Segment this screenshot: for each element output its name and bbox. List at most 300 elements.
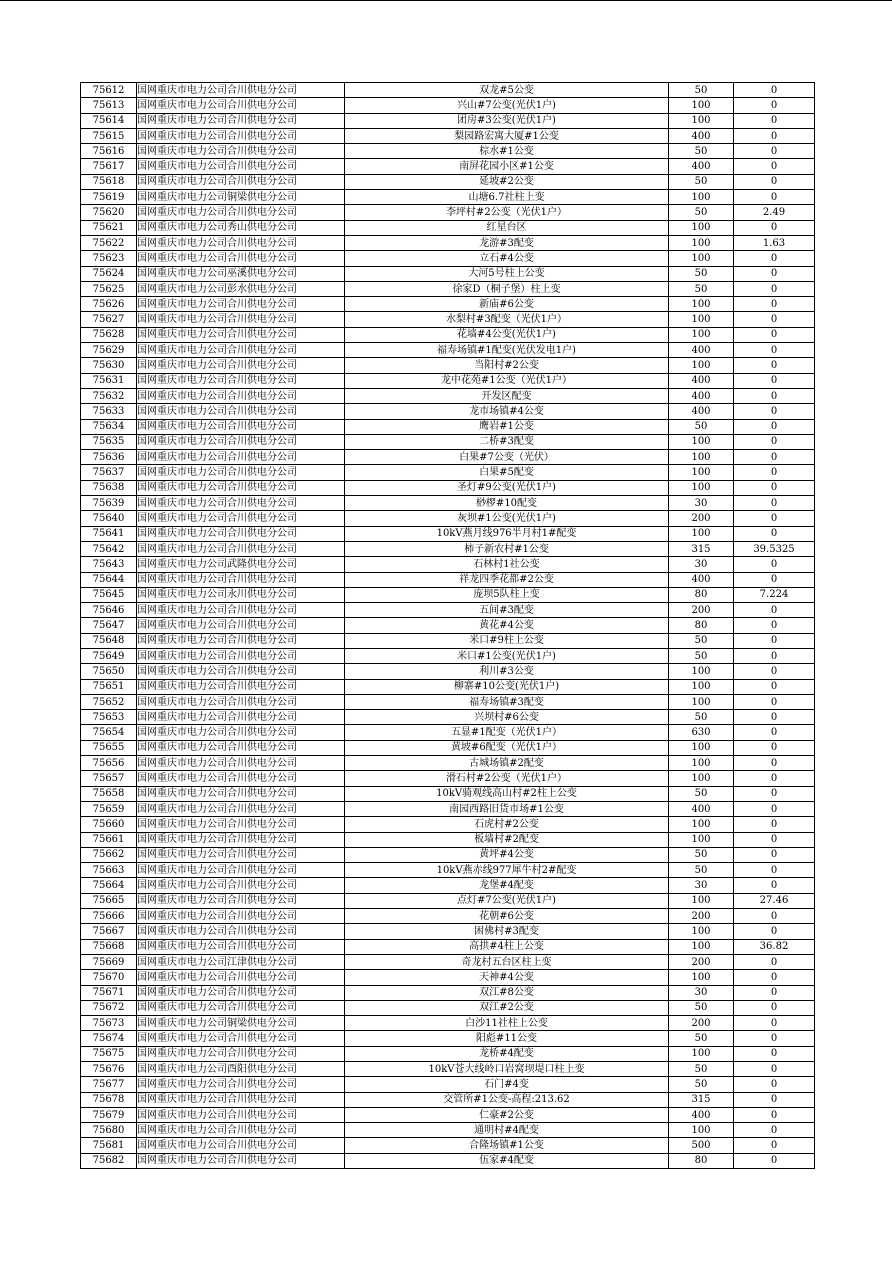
cell-value: 0 [734,863,815,878]
cell-company: 国网重庆市电力公司武隆供电分公司 [137,557,345,572]
cell-id: 75617 [81,159,137,174]
cell-capacity: 30 [669,496,734,511]
cell-station: 福寿场镇#3配变 [345,694,669,709]
cell-capacity: 100 [669,970,734,985]
table-row [81,985,815,1000]
cell-value: 0 [734,1062,815,1077]
cell-company: 国网重庆市电力公司永川供电分公司 [137,587,345,602]
table-row [81,1062,815,1077]
cell-id: 75674 [81,1031,137,1046]
cell-id: 75614 [81,113,137,128]
cell-id: 75621 [81,220,137,235]
cell-company: 国网重庆市电力公司合川供电分公司 [137,419,345,434]
table-row [81,847,815,862]
table-row [81,1092,815,1107]
cell-company: 国网重庆市电力公司合川供电分公司 [137,603,345,618]
table-row [81,343,815,358]
table-row [81,113,815,128]
table-row [81,1016,815,1031]
cell-value: 0 [734,388,815,403]
table-row [81,1138,815,1153]
cell-value: 0 [734,450,815,465]
cell-id: 75612 [81,83,137,98]
cell-id: 75672 [81,1000,137,1015]
table-row [81,266,815,281]
cell-value: 0 [734,1153,815,1168]
cell-id: 75642 [81,541,137,556]
cell-capacity: 50 [669,863,734,878]
cell-id: 75681 [81,1138,137,1153]
cell-capacity: 400 [669,373,734,388]
cell-id: 75682 [81,1153,137,1168]
cell-company: 国网重庆市电力公司合川供电分公司 [137,1000,345,1015]
table-row [81,434,815,449]
cell-company: 国网重庆市电力公司彭水供电分公司 [137,281,345,296]
cell-capacity: 50 [669,205,734,220]
cell-value: 0 [734,694,815,709]
table-row [81,511,815,526]
cell-capacity: 100 [669,664,734,679]
table-row [81,801,815,816]
cell-station: 石林村1社公变 [345,557,669,572]
cell-company: 国网重庆市电力公司合川供电分公司 [137,1138,345,1153]
cell-station: 石门#4变 [345,1077,669,1092]
cell-capacity: 100 [669,190,734,205]
cell-value: 0 [734,557,815,572]
cell-company: 国网重庆市电力公司合川供电分公司 [137,373,345,388]
cell-capacity: 100 [669,358,734,373]
cell-capacity: 100 [669,312,734,327]
cell-capacity: 80 [669,587,734,602]
cell-capacity: 30 [669,557,734,572]
cell-company: 国网重庆市电力公司合川供电分公司 [137,939,345,954]
cell-id: 75661 [81,832,137,847]
cell-capacity: 315 [669,1092,734,1107]
cell-company: 国网重庆市电力公司合川供电分公司 [137,251,345,266]
cell-company: 国网重庆市电力公司合川供电分公司 [137,312,345,327]
cell-capacity: 50 [669,633,734,648]
cell-station: 花朝#6公变 [345,909,669,924]
cell-value: 0 [734,404,815,419]
table-row [81,388,815,403]
cell-value: 0 [734,878,815,893]
cell-capacity: 400 [669,128,734,143]
cell-company: 国网重庆市电力公司合川供电分公司 [137,801,345,816]
cell-id: 75656 [81,756,137,771]
cell-value: 36.82 [734,939,815,954]
cell-capacity: 400 [669,1107,734,1122]
cell-capacity: 50 [669,266,734,281]
cell-value: 0 [734,679,815,694]
cell-value: 0 [734,511,815,526]
cell-station: 福寿场镇#1配变(光伏发电1户) [345,343,669,358]
table-row [81,312,815,327]
cell-company: 国网重庆市电力公司合川供电分公司 [137,113,345,128]
cell-company: 国网重庆市电力公司合川供电分公司 [137,893,345,908]
cell-company: 国网重庆市电力公司合川供电分公司 [137,740,345,755]
cell-company: 国网重庆市电力公司合川供电分公司 [137,725,345,740]
cell-value: 0 [734,1016,815,1031]
cell-station: 柿子新农村#1公变 [345,541,669,556]
cell-capacity: 50 [669,786,734,801]
cell-capacity: 100 [669,251,734,266]
cell-company: 国网重庆市电力公司合川供电分公司 [137,832,345,847]
cell-id: 75645 [81,587,137,602]
cell-value: 0 [734,98,815,113]
table-row [81,648,815,663]
table-row [81,1046,815,1061]
cell-company: 国网重庆市电力公司合川供电分公司 [137,633,345,648]
cell-capacity: 30 [669,985,734,1000]
table-row [81,664,815,679]
cell-value: 0 [734,985,815,1000]
cell-id: 75615 [81,128,137,143]
cell-value: 0 [734,297,815,312]
cell-company: 国网重庆市电力公司合川供电分公司 [137,541,345,556]
cell-capacity: 100 [669,220,734,235]
cell-station: 二桥#3配变 [345,434,669,449]
table-row [81,327,815,342]
cell-value: 0 [734,603,815,618]
cell-id: 75659 [81,801,137,816]
cell-capacity: 200 [669,1016,734,1031]
table-row [81,235,815,250]
cell-value: 0 [734,740,815,755]
cell-station: 兴山#7公变(光伏1户) [345,98,669,113]
cell-capacity: 100 [669,924,734,939]
table-row [81,159,815,174]
cell-company: 国网重庆市电力公司合川供电分公司 [137,618,345,633]
cell-id: 75637 [81,465,137,480]
cell-station: 红星台区 [345,220,669,235]
cell-id: 75666 [81,909,137,924]
table-row [81,587,815,602]
table-row [81,618,815,633]
cell-company: 国网重庆市电力公司合川供电分公司 [137,909,345,924]
cell-station: 阳彪#11公变 [345,1031,669,1046]
cell-value: 0 [734,954,815,969]
cell-capacity: 100 [669,1123,734,1138]
cell-id: 75644 [81,572,137,587]
cell-company: 国网重庆市电力公司合川供电分公司 [137,1153,345,1168]
table-row [81,924,815,939]
cell-station: 米口#9柱上公变 [345,633,669,648]
cell-id: 75651 [81,679,137,694]
cell-station: 10kV苍大线岭口岩窝坝堤口柱上变 [345,1062,669,1077]
cell-capacity: 200 [669,511,734,526]
table-row [81,128,815,143]
cell-capacity: 80 [669,618,734,633]
cell-company: 国网重庆市电力公司合川供电分公司 [137,1046,345,1061]
cell-company: 国网重庆市电力公司合川供电分公司 [137,83,345,98]
cell-capacity: 50 [669,648,734,663]
cell-capacity: 100 [669,893,734,908]
cell-id: 75678 [81,1092,137,1107]
cell-station: 白果#7公变（光伏） [345,450,669,465]
cell-id: 75622 [81,235,137,250]
table-row [81,98,815,113]
cell-value: 0 [734,434,815,449]
cell-id: 75629 [81,343,137,358]
table-row [81,740,815,755]
table-row [81,557,815,572]
cell-capacity: 80 [669,1153,734,1168]
table-row [81,297,815,312]
cell-id: 75618 [81,174,137,189]
cell-station: 龙堡#4配变 [345,878,669,893]
cell-value: 0 [734,1092,815,1107]
cell-capacity: 100 [669,832,734,847]
cell-id: 75652 [81,694,137,709]
cell-company: 国网重庆市电力公司合川供电分公司 [137,480,345,495]
cell-capacity: 200 [669,954,734,969]
cell-company: 国网重庆市电力公司合川供电分公司 [137,526,345,541]
cell-id: 75643 [81,557,137,572]
table-row [81,954,815,969]
cell-value: 0 [734,725,815,740]
cell-id: 75635 [81,434,137,449]
cell-station: 通明村#4配变 [345,1123,669,1138]
cell-value: 0 [734,771,815,786]
cell-company: 国网重庆市电力公司合川供电分公司 [137,985,345,1000]
cell-capacity: 100 [669,235,734,250]
cell-capacity: 50 [669,419,734,434]
table-row [81,480,815,495]
cell-capacity: 400 [669,159,734,174]
table-row [81,970,815,985]
cell-id: 75625 [81,281,137,296]
cell-company: 国网重庆市电力公司江津供电分公司 [137,954,345,969]
cell-company: 国网重庆市电力公司合川供电分公司 [137,970,345,985]
cell-id: 75664 [81,878,137,893]
table-row [81,83,815,98]
cell-capacity: 50 [669,1000,734,1015]
cell-capacity: 100 [669,756,734,771]
cell-capacity: 50 [669,710,734,725]
cell-value: 0 [734,526,815,541]
cell-value: 0 [734,281,815,296]
cell-id: 75662 [81,847,137,862]
cell-capacity: 315 [669,541,734,556]
cell-station: 新庙#6公变 [345,297,669,312]
cell-station: 五显#1配变（光伏1户） [345,725,669,740]
table-row [81,893,815,908]
cell-capacity: 100 [669,327,734,342]
cell-company: 国网重庆市电力公司合川供电分公司 [137,694,345,709]
cell-capacity: 630 [669,725,734,740]
cell-station: 立石#4公变 [345,251,669,266]
table-body [81,83,815,1169]
cell-id: 75650 [81,664,137,679]
cell-station: 龙桥#4配变 [345,1046,669,1061]
cell-station: 开发区配变 [345,388,669,403]
cell-value: 0 [734,924,815,939]
cell-station: 徐家D（桐子堡）柱上变 [345,281,669,296]
table-row [81,450,815,465]
cell-value: 0 [734,144,815,159]
cell-company: 国网重庆市电力公司合川供电分公司 [137,511,345,526]
cell-station: 10kV燕月线976半月村1#配变 [345,526,669,541]
cell-id: 75616 [81,144,137,159]
cell-id: 75660 [81,817,137,832]
cell-value: 0 [734,83,815,98]
cell-id: 75640 [81,511,137,526]
cell-company: 国网重庆市电力公司合川供电分公司 [137,404,345,419]
cell-station: 伍家#4配变 [345,1153,669,1168]
cell-id: 75620 [81,205,137,220]
cell-station: 延坡#2公变 [345,174,669,189]
table-row [81,220,815,235]
cell-id: 75655 [81,740,137,755]
table-row [81,725,815,740]
cell-station: 鹰岩#1公变 [345,419,669,434]
table-row [81,404,815,419]
cell-company: 国网重庆市电力公司合川供电分公司 [137,1107,345,1122]
cell-id: 75624 [81,266,137,281]
cell-station: 南园西路旧货市场#1公变 [345,801,669,816]
cell-id: 75653 [81,710,137,725]
table-row [81,1077,815,1092]
cell-company: 国网重庆市电力公司合川供电分公司 [137,358,345,373]
cell-value: 0 [734,648,815,663]
cell-capacity: 100 [669,480,734,495]
cell-company: 国网重庆市电力公司铜梁供电分公司 [137,1016,345,1031]
cell-station: 龙市场镇#4公变 [345,404,669,419]
cell-id: 75628 [81,327,137,342]
table-row [81,1107,815,1122]
cell-station: 合隆场镇#1公变 [345,1138,669,1153]
data-table [80,82,815,1169]
cell-capacity: 100 [669,113,734,128]
cell-station: 点灯#7公变(光伏1户) [345,893,669,908]
cell-value: 0 [734,480,815,495]
cell-company: 国网重庆市电力公司合川供电分公司 [137,1077,345,1092]
cell-station: 奇龙村五台区柱上变 [345,954,669,969]
cell-id: 75677 [81,1077,137,1092]
cell-station: 白果#5配变 [345,465,669,480]
cell-capacity: 400 [669,388,734,403]
table-row [81,465,815,480]
cell-id: 75648 [81,633,137,648]
cell-capacity: 100 [669,465,734,480]
cell-id: 75673 [81,1016,137,1031]
cell-station: 双江#2公变 [345,1000,669,1015]
cell-value: 0 [734,1077,815,1092]
cell-station: 高拱#4柱上公变 [345,939,669,954]
cell-station: 花墙#4公变(光伏1户) [345,327,669,342]
cell-id: 75623 [81,251,137,266]
cell-station: 当阳村#2公变 [345,358,669,373]
cell-capacity: 100 [669,939,734,954]
cell-id: 75641 [81,526,137,541]
table-row [81,190,815,205]
cell-value: 0 [734,664,815,679]
cell-company: 国网重庆市电力公司合川供电分公司 [137,771,345,786]
cell-value: 0 [734,847,815,862]
cell-company: 国网重庆市电力公司合川供电分公司 [137,1123,345,1138]
cell-company: 国网重庆市电力公司合川供电分公司 [137,174,345,189]
cell-id: 75668 [81,939,137,954]
table-row [81,694,815,709]
cell-id: 75657 [81,771,137,786]
cell-value: 0 [734,343,815,358]
cell-value: 0 [734,1031,815,1046]
table-row [81,939,815,954]
table-row [81,1153,815,1168]
cell-value: 0 [734,817,815,832]
cell-capacity: 50 [669,1077,734,1092]
cell-station: 棕水#1公变 [345,144,669,159]
cell-company: 国网重庆市电力公司酉阳供电分公司 [137,1062,345,1077]
cell-value: 0 [734,496,815,511]
table-row [81,526,815,541]
cell-id: 75633 [81,404,137,419]
cell-station: 祥龙四季花都#2公变 [345,572,669,587]
cell-value: 0 [734,618,815,633]
cell-station: 柳寨#10公变(光伏1户) [345,679,669,694]
cell-capacity: 100 [669,526,734,541]
table-row [81,419,815,434]
cell-station: 米口#1公变(光伏1户) [345,648,669,663]
cell-value: 0 [734,970,815,985]
cell-value: 7.224 [734,587,815,602]
cell-value: 39.5325 [734,541,815,556]
cell-company: 国网重庆市电力公司合川供电分公司 [137,679,345,694]
cell-id: 75632 [81,388,137,403]
cell-value: 0 [734,909,815,924]
cell-id: 75619 [81,190,137,205]
cell-company: 国网重庆市电力公司合川供电分公司 [137,465,345,480]
table-row [81,541,815,556]
cell-id: 75680 [81,1123,137,1138]
cell-id: 75679 [81,1107,137,1122]
cell-capacity: 100 [669,817,734,832]
cell-value: 0 [734,251,815,266]
cell-capacity: 100 [669,771,734,786]
table-row [81,909,815,924]
cell-company: 国网重庆市电力公司铜梁供电分公司 [137,190,345,205]
table-row [81,633,815,648]
cell-capacity: 400 [669,801,734,816]
cell-capacity: 100 [669,740,734,755]
cell-id: 75667 [81,924,137,939]
cell-id: 75663 [81,863,137,878]
cell-id: 75634 [81,419,137,434]
cell-company: 国网重庆市电力公司合川供电分公司 [137,297,345,312]
cell-company: 国网重庆市电力公司合川供电分公司 [137,924,345,939]
cell-value: 0 [734,113,815,128]
cell-capacity: 50 [669,83,734,98]
cell-station: 龙中花苑#1公变（光伏1户） [345,373,669,388]
table-row [81,603,815,618]
cell-capacity: 200 [669,603,734,618]
cell-station: 黄花#4公变 [345,618,669,633]
table-row [81,1000,815,1015]
cell-id: 75649 [81,648,137,663]
cell-value: 0 [734,1046,815,1061]
cell-value: 0 [734,174,815,189]
cell-station: 黄坡#6配变（光伏1户） [345,740,669,755]
table-row [81,281,815,296]
cell-id: 75627 [81,312,137,327]
cell-company: 国网重庆市电力公司合川供电分公司 [137,98,345,113]
table-row [81,144,815,159]
table-row [81,373,815,388]
cell-value: 0 [734,633,815,648]
cell-capacity: 200 [669,909,734,924]
cell-station: 李坪村#2公变（光伏1户） [345,205,669,220]
cell-company: 国网重庆市电力公司合川供电分公司 [137,817,345,832]
